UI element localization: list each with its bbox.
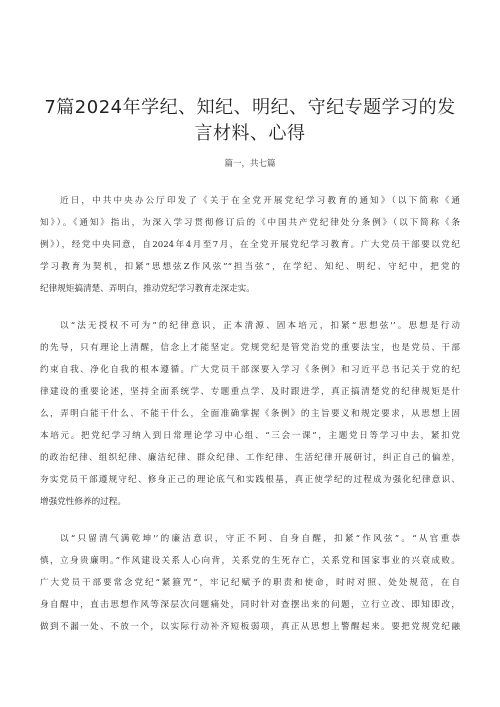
- paragraph-3-line-1: 以“只留清气满乾坤'’的廉洁意识，守正不阿、自身自醒，扣紧“作风弦”。“从官重恭: [60, 534, 460, 544]
- document-title-line-1: 7篇2024年学纪、知纪、明纪、守纪专题学习的发: [44, 97, 456, 118]
- paragraph-2-line-6: 本培元。把党纪学习纳入到日常理论学习中心组、“三会一课”，主题党日等学习中去，紧扣党: [40, 431, 460, 441]
- paragraph-1-line-3: 例》），经党中央同意，自2024年4月至7月，在全党开展党纪学习教育。广大党员干部要以党纪: [40, 240, 460, 250]
- paragraph-2-line-7: 的政治纪律、组织纪律、廉洁纪律、群众纪律、工作纪律、生活纪律开展研讨，纠正自己的偏差，: [40, 453, 460, 463]
- paragraph-3-line-4: 身自醒中，直击思想作风等深层次问题痛处，同时针对查摆出来的问题，立行立改、即知即改，: [40, 600, 460, 610]
- paragraph-2-line-2: 的先导，只有理论上清醒，信念上才能坚定。党规党纪是管党治党的重要法宝，也是党员、干部: [40, 343, 460, 353]
- paragraph-2-line-8: 夯实党员干部遵规守纪、修身正己的理论底气和实践根基，真正使学纪的过程成为强化纪律意识、: [40, 475, 460, 485]
- paragraph-1-line-5: 纪律规矩搞清楚、弄明白，推动党纪学习教育走深走实。: [40, 284, 255, 294]
- paragraph-2-line-1: 以“法无授权不可为”的纪律意识，正本清源、固本培元，扣紧“思想弦'’。思想是行动: [60, 321, 460, 331]
- paragraph-2-line-4: 律建设的重要论述，坚持全面系统学、专题重点学、及时跟进学，真正搞清楚党的纪律规矩是什: [40, 387, 460, 397]
- paragraph-2-line-5: 么，弄明白能干什么、不能干什么，全面准确掌握《条例》的主旨要义和规定要求，从思想上固: [40, 409, 460, 419]
- paragraph-2-line-3: 约束自我、净化自我的根本遵循。广大党员干部深要入学习《条例》和习近平总书记关于党的纪: [40, 365, 460, 375]
- paragraph-1-line-2: 知》）。《通知》指出，为深入学习贯彻修订后的《中国共产党纪律处分条例》（以下简称《条: [40, 218, 460, 228]
- paragraph-2-line-9: 增强党性修养的过程。: [40, 497, 126, 507]
- paragraph-3-line-5: 做到不漏一处、不放一个，以实际行动补齐短板弱项，真正从思想上警醒起来。要把党规党纪融: [40, 622, 460, 632]
- paragraph-1-line-1: 近日，中共中央办公厅印发了《关于在全党开展党纪学习教育的通知》（以下简称《通: [60, 196, 460, 206]
- paragraph-1-line-4: 学习教育为契机，扣紧”思想弦Z作风弦”“担当弦”，在学纪、知纪、明纪、守纪中，把党的: [40, 262, 460, 272]
- paragraph-3-line-3: 广大党员干部要常念党纪“紧箍咒”，牢记纪赋予的职责和使命，时时对照、处处规范，在自: [40, 578, 460, 588]
- paragraph-3-line-2: 慎，立身贵廉明。”作风建设关系人心向背，关系党的生死存亡，关系党和国家事业的兴衰成败。: [40, 556, 460, 566]
- document-title-line-2: 言材料、心得: [194, 123, 306, 144]
- document-subtitle: 篇一，共七篇: [224, 159, 276, 169]
